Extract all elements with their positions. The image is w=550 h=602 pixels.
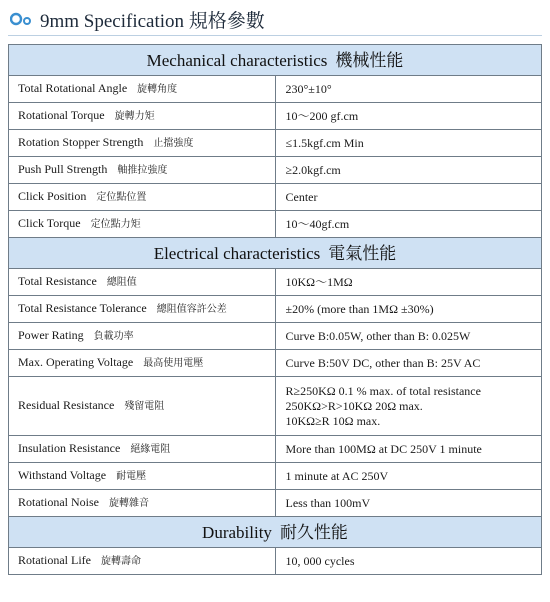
spec-value: 10, 000 cycles bbox=[275, 548, 542, 575]
spec-value-line: 250KΩ>R>10KΩ 20Ω max. bbox=[285, 398, 423, 413]
spec-row bbox=[9, 350, 542, 377]
spec-name-cell bbox=[9, 211, 276, 238]
spec-name-cell bbox=[9, 436, 276, 463]
double-circle-bullet-icon bbox=[10, 11, 32, 27]
spec-name-cell bbox=[9, 130, 276, 157]
spec-name-cell bbox=[9, 463, 276, 490]
spec-name-cell bbox=[9, 76, 276, 103]
spec-row bbox=[9, 76, 542, 103]
spec-name-cell bbox=[9, 184, 276, 211]
spec-name-cn: 耐電壓 bbox=[116, 471, 147, 482]
spec-value: 1 minute at AC 250V bbox=[275, 463, 542, 490]
spec-row bbox=[9, 184, 542, 211]
spec-row bbox=[9, 490, 542, 517]
spec-name-cn: 旋轉力矩 bbox=[114, 111, 155, 122]
spec-name-cn: 殘留電阻 bbox=[124, 401, 165, 412]
section-title bbox=[9, 45, 542, 76]
spec-value: 10KΩ～1MΩ bbox=[275, 269, 542, 296]
section-header-durability bbox=[9, 517, 542, 548]
spec-value: Curve B:0.05W, other than B: 0.025W bbox=[275, 323, 542, 350]
spec-table bbox=[8, 44, 542, 575]
section-title-en: Mechanical characteristics bbox=[146, 50, 328, 70]
spec-value: 10～40gf.cm bbox=[275, 211, 542, 238]
spec-name-en: Total Resistance bbox=[18, 274, 97, 288]
spec-name-cn: 旋轉壽命 bbox=[100, 556, 141, 567]
spec-value-line: R≥250KΩ 0.1 % max. of total resistance bbox=[285, 383, 481, 398]
spec-name-cn: 絕緣電阻 bbox=[130, 444, 171, 455]
spec-row bbox=[9, 130, 542, 157]
spec-name-en: Rotational Torque bbox=[18, 108, 105, 122]
spec-value: ≥2.0kgf.cm bbox=[275, 157, 542, 184]
spec-name-en: Total Resistance Tolerance bbox=[18, 301, 147, 315]
spec-name-en: Insulation Resistance bbox=[18, 441, 121, 455]
spec-name-cell bbox=[9, 296, 276, 323]
spec-name-cn: 定位點位置 bbox=[96, 192, 147, 203]
spec-name-cell bbox=[9, 103, 276, 130]
spec-name-cn: 旋轉雜音 bbox=[109, 498, 149, 509]
spec-name-en: Rotational Life bbox=[18, 553, 91, 567]
spec-name-en: Click Position bbox=[18, 189, 87, 203]
spec-value-line: 10KΩ≥R 10Ω max. bbox=[285, 413, 381, 428]
spec-value: More than 100MΩ at DC 250V 1 minute bbox=[275, 436, 542, 463]
spec-row bbox=[9, 157, 542, 184]
spec-name-cn: 定位點力矩 bbox=[90, 219, 141, 230]
spec-value: 230°±10° bbox=[275, 76, 542, 103]
spec-value: Center bbox=[275, 184, 542, 211]
spec-value: 10～200 gf.cm bbox=[275, 103, 542, 130]
spec-name-en: Withstand Voltage bbox=[18, 468, 107, 482]
spec-name-cn: 軸推拉強度 bbox=[117, 165, 168, 176]
spec-name-cell bbox=[9, 323, 276, 350]
spec-name-cell bbox=[9, 490, 276, 517]
spec-name-cell bbox=[9, 377, 276, 436]
spec-row bbox=[9, 548, 542, 575]
section-title-cn: 耐久性能 bbox=[279, 522, 348, 542]
spec-row bbox=[9, 323, 542, 350]
spec-name-en: Rotational Noise bbox=[18, 495, 99, 509]
spec-name-en: Push Pull Strength bbox=[18, 162, 108, 176]
section-title bbox=[9, 238, 542, 269]
spec-name-cell bbox=[9, 548, 276, 575]
spec-row bbox=[9, 269, 542, 296]
spec-value: Less than 100mV bbox=[275, 490, 542, 517]
spec-row bbox=[9, 463, 542, 490]
spec-value: ±20% (more than 1MΩ ±30%) bbox=[275, 296, 542, 323]
page-title: 9mm Specification 規格參數 bbox=[40, 11, 265, 32]
spec-row bbox=[9, 296, 542, 323]
spec-name-en: Max. Operating Voltage bbox=[18, 355, 134, 369]
title-divider bbox=[8, 35, 542, 36]
spec-name-en: Click Torque bbox=[18, 216, 81, 230]
spec-value: Curve B:50V DC, other than B: 25V AC bbox=[275, 350, 542, 377]
spec-row bbox=[9, 103, 542, 130]
spec-name-cn: 總阻值 bbox=[106, 277, 137, 288]
page-header bbox=[0, 0, 550, 38]
section-title-cn: 機械性能 bbox=[335, 50, 404, 70]
spec-name-cell bbox=[9, 269, 276, 296]
spec-name-cn: 旋轉角度 bbox=[137, 84, 178, 95]
section-title bbox=[9, 517, 542, 548]
spec-name-en: Residual Resistance bbox=[18, 398, 115, 412]
spec-name-en: Rotation Stopper Strength bbox=[18, 135, 144, 149]
spec-name-cell bbox=[9, 350, 276, 377]
section-title-cn: 電氣性能 bbox=[328, 243, 397, 263]
section-header-electrical bbox=[9, 238, 542, 269]
spec-name-cell bbox=[9, 157, 276, 184]
spec-name-cn: 最高使用電壓 bbox=[143, 358, 204, 369]
section-title-en: Electrical characteristics bbox=[153, 243, 321, 263]
spec-name-cn: 負載功率 bbox=[93, 331, 134, 342]
spec-value bbox=[275, 377, 542, 436]
spec-name-en: Total Rotational Angle bbox=[18, 81, 128, 95]
section-header-mechanical bbox=[9, 45, 542, 76]
spec-row bbox=[9, 436, 542, 463]
spec-name-cn: 總阻值容許公差 bbox=[156, 304, 227, 315]
spec-row bbox=[9, 377, 542, 436]
spec-name-cn: 止擋強度 bbox=[153, 138, 194, 149]
spec-name-en: Power Rating bbox=[18, 328, 84, 342]
spec-row bbox=[9, 211, 542, 238]
spec-value: ≤1.5kgf.cm Min bbox=[275, 130, 542, 157]
section-title-en: Durability bbox=[202, 522, 272, 542]
